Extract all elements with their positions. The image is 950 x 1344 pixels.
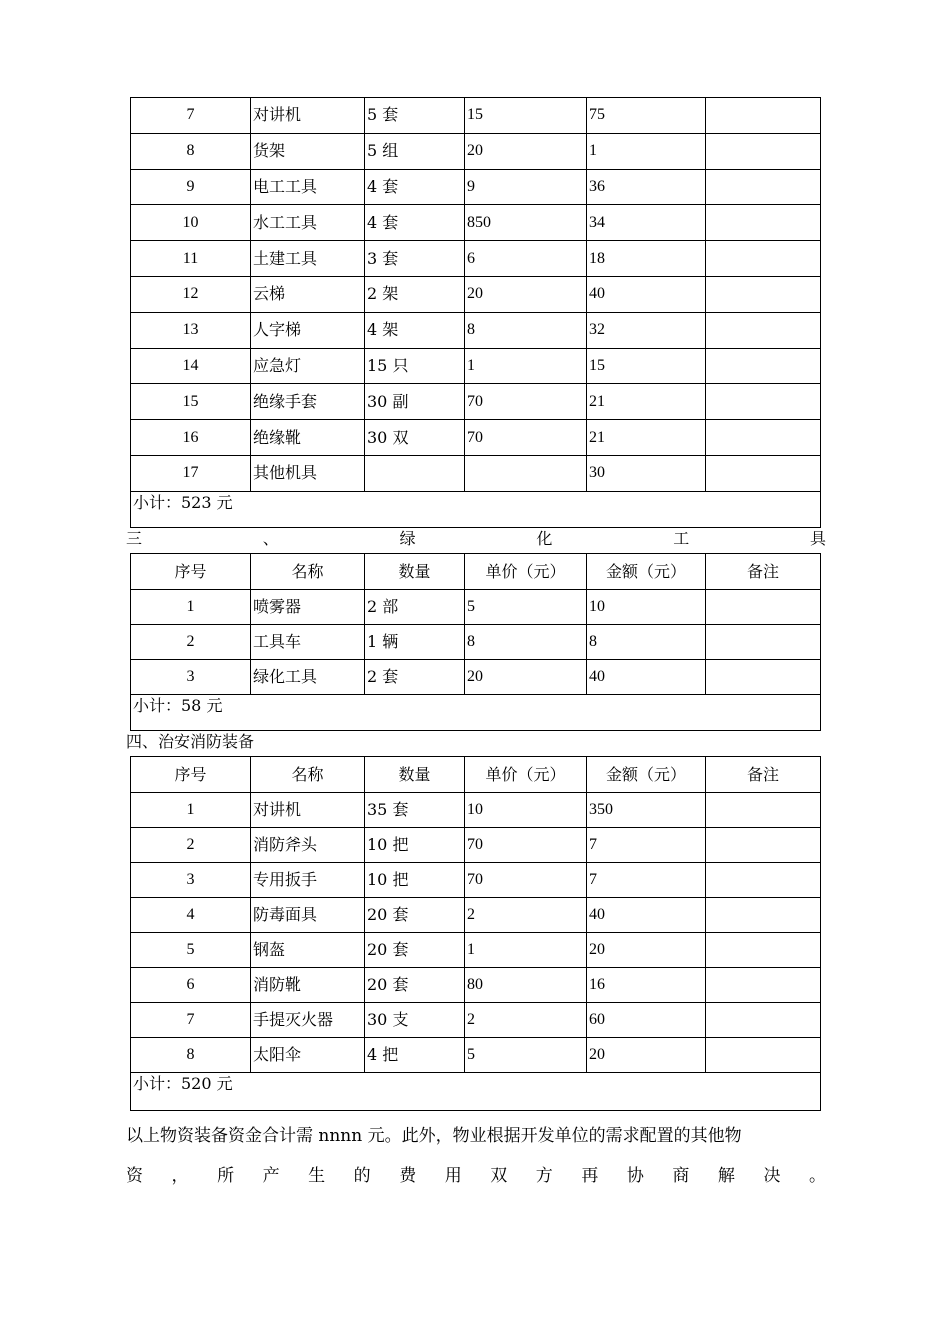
cell-name: 防毒面具 [251, 898, 365, 933]
table-row [131, 863, 821, 898]
summary-char: 商 [672, 1166, 690, 1186]
cell-note [706, 828, 821, 863]
summary-char: 的 [353, 1166, 371, 1186]
cell-note [706, 348, 821, 384]
cell-amount: 20 [587, 1038, 706, 1073]
cell-price: 20 [465, 660, 587, 695]
cell-no: 1 [131, 793, 251, 828]
cell-no: 8 [131, 1038, 251, 1073]
summary-char: 所 [217, 1166, 235, 1186]
cell-name: 绿化工具 [251, 660, 365, 695]
cell-note [706, 98, 821, 134]
cell-name: 工具车 [251, 625, 365, 660]
cell-amount: 18 [587, 241, 706, 277]
cell-no: 9 [131, 169, 251, 205]
cell-qty: 35 套 [365, 793, 465, 828]
cell-amount: 60 [587, 1003, 706, 1038]
cell-name: 电工工具 [251, 169, 365, 205]
summary-char: 用 [444, 1166, 462, 1186]
cell-price: 10 [465, 793, 587, 828]
cell-amount: 8 [587, 625, 706, 660]
cell-amount: 34 [587, 205, 706, 241]
cell-qty: 2 架 [365, 276, 465, 312]
cell-amount: 40 [587, 660, 706, 695]
cell-no: 14 [131, 348, 251, 384]
cell-note [706, 660, 821, 695]
cell-name: 云梯 [251, 276, 365, 312]
table-greening-tools [130, 553, 821, 731]
cell-note [706, 169, 821, 205]
cell-name: 太阳伞 [251, 1038, 365, 1073]
table-row [131, 241, 821, 277]
cell-note [706, 133, 821, 169]
cell-price: 80 [465, 968, 587, 1003]
cell-amount: 7 [587, 863, 706, 898]
table-row [131, 1003, 821, 1038]
cell-price: 1 [465, 933, 587, 968]
cell-name: 绝缘手套 [251, 384, 365, 420]
cell-note [706, 241, 821, 277]
cell-note [706, 276, 821, 312]
cell-price: 5 [465, 1038, 587, 1073]
summary-line-1: 以上物资装备资金合计需 nnnn 元。此外，物业根据开发单位的需求配置的其他物 [126, 1126, 742, 1146]
table-row [131, 276, 821, 312]
cell-price [465, 455, 587, 491]
cell-price: 8 [465, 312, 587, 348]
cell-name: 土建工具 [251, 241, 365, 277]
cell-price: 2 [465, 898, 587, 933]
summary-char: 协 [626, 1166, 644, 1186]
cell-note [706, 793, 821, 828]
cell-no: 4 [131, 898, 251, 933]
section-4-heading: 四、治安消防装备 [126, 732, 255, 751]
cell-amount: 1 [587, 133, 706, 169]
header-price: 单价（元） [465, 554, 587, 590]
summary-char: 双 [490, 1166, 508, 1186]
cell-name: 其他机具 [251, 455, 365, 491]
cell-no: 3 [131, 863, 251, 898]
table-header-row [131, 757, 821, 793]
cell-qty: 5 套 [365, 98, 465, 134]
table-row [131, 898, 821, 933]
cell-qty: 2 套 [365, 660, 465, 695]
cell-no: 10 [131, 205, 251, 241]
cell-price: 70 [465, 828, 587, 863]
table-header-row [131, 554, 821, 590]
summary-char: 解 [717, 1166, 735, 1186]
cell-amount: 20 [587, 933, 706, 968]
cell-no: 16 [131, 420, 251, 456]
cell-name: 专用扳手 [251, 863, 365, 898]
cell-qty: 15 只 [365, 348, 465, 384]
subtotal-cell: 小计：58 元 [131, 695, 821, 731]
cell-qty: 30 支 [365, 1003, 465, 1038]
cell-no: 15 [131, 384, 251, 420]
table-row [131, 98, 821, 134]
cell-name: 消防靴 [251, 968, 365, 1003]
cell-qty: 30 副 [365, 384, 465, 420]
summary-char: 再 [581, 1166, 599, 1186]
table-row [131, 968, 821, 1003]
cell-name: 货架 [251, 133, 365, 169]
cell-name: 水工工具 [251, 205, 365, 241]
cell-no: 8 [131, 133, 251, 169]
cell-note [706, 1038, 821, 1073]
cell-qty: 2 部 [365, 590, 465, 625]
header-no: 序号 [131, 554, 251, 590]
cell-note [706, 968, 821, 1003]
cell-amount: 7 [587, 828, 706, 863]
cell-qty: 10 把 [365, 863, 465, 898]
cell-note [706, 863, 821, 898]
cell-price: 20 [465, 276, 587, 312]
table-row [131, 793, 821, 828]
cell-qty: 20 套 [365, 898, 465, 933]
cell-name: 人字梯 [251, 312, 365, 348]
cell-qty: 3 套 [365, 241, 465, 277]
table-maintenance-tools [130, 97, 821, 528]
summary-char: 费 [399, 1166, 417, 1186]
cell-price: 70 [465, 420, 587, 456]
cell-no: 5 [131, 933, 251, 968]
summary-line-2 [126, 1164, 826, 1188]
table-row [131, 1038, 821, 1073]
cell-qty: 10 把 [365, 828, 465, 863]
cell-amount: 40 [587, 276, 706, 312]
cell-amount: 40 [587, 898, 706, 933]
cell-note [706, 625, 821, 660]
table-row [131, 828, 821, 863]
cell-price: 8 [465, 625, 587, 660]
cell-qty: 5 组 [365, 133, 465, 169]
header-amount: 金额（元） [587, 554, 706, 590]
table-row [131, 590, 821, 625]
table-row [131, 384, 821, 420]
subtotal-cell: 小计：520 元 [131, 1073, 821, 1111]
cell-name: 绝缘靴 [251, 420, 365, 456]
cell-qty: 4 架 [365, 312, 465, 348]
cell-note [706, 898, 821, 933]
table-row [131, 625, 821, 660]
cell-price: 20 [465, 133, 587, 169]
cell-price: 6 [465, 241, 587, 277]
cell-amount: 36 [587, 169, 706, 205]
header-name: 名称 [251, 757, 365, 793]
cell-qty: 1 辆 [365, 625, 465, 660]
cell-name: 喷雾器 [251, 590, 365, 625]
summary-char: ， [171, 1166, 189, 1186]
cell-name: 应急灯 [251, 348, 365, 384]
cell-name: 消防斧头 [251, 828, 365, 863]
cell-note [706, 420, 821, 456]
cell-note [706, 455, 821, 491]
table-row [131, 455, 821, 491]
cell-qty: 30 双 [365, 420, 465, 456]
cell-no: 3 [131, 660, 251, 695]
header-qty: 数量 [365, 554, 465, 590]
summary-char: 方 [535, 1166, 553, 1186]
cell-qty: 4 把 [365, 1038, 465, 1073]
cell-amount: 10 [587, 590, 706, 625]
cell-qty: 20 套 [365, 933, 465, 968]
cell-amount: 75 [587, 98, 706, 134]
header-amount: 金额（元） [587, 757, 706, 793]
summary-char: 资 [126, 1166, 143, 1186]
cell-qty: 4 套 [365, 205, 465, 241]
cell-no: 11 [131, 241, 251, 277]
cell-no: 13 [131, 312, 251, 348]
header-note: 备注 [706, 554, 821, 590]
cell-price: 70 [465, 863, 587, 898]
table-row [131, 169, 821, 205]
cell-price: 2 [465, 1003, 587, 1038]
header-no: 序号 [131, 757, 251, 793]
cell-qty [365, 455, 465, 491]
header-note: 备注 [706, 757, 821, 793]
summary-char: 决 [763, 1166, 781, 1186]
cell-amount: 15 [587, 348, 706, 384]
cell-amount: 21 [587, 420, 706, 456]
subtotal-row [131, 695, 821, 731]
cell-amount: 32 [587, 312, 706, 348]
cell-note [706, 1003, 821, 1038]
table-row [131, 205, 821, 241]
cell-name: 对讲机 [251, 98, 365, 134]
cell-price: 9 [465, 169, 587, 205]
cell-no: 7 [131, 98, 251, 134]
cell-price: 70 [465, 384, 587, 420]
cell-note [706, 205, 821, 241]
cell-no: 17 [131, 455, 251, 491]
cell-name: 对讲机 [251, 793, 365, 828]
cell-price: 850 [465, 205, 587, 241]
table-row [131, 420, 821, 456]
header-qty: 数量 [365, 757, 465, 793]
cell-qty: 20 套 [365, 968, 465, 1003]
table-row [131, 933, 821, 968]
header-price: 单价（元） [465, 757, 587, 793]
cell-no: 7 [131, 1003, 251, 1038]
cell-price: 1 [465, 348, 587, 384]
cell-name: 钢盔 [251, 933, 365, 968]
cell-price: 5 [465, 590, 587, 625]
cell-note [706, 312, 821, 348]
header-name: 名称 [251, 554, 365, 590]
cell-no: 1 [131, 590, 251, 625]
cell-amount: 350 [587, 793, 706, 828]
subtotal-cell: 小计：523 元 [131, 491, 821, 527]
summary-char: 。 [808, 1166, 826, 1186]
cell-amount: 16 [587, 968, 706, 1003]
summary-char: 生 [308, 1166, 326, 1186]
subtotal-row [131, 1073, 821, 1111]
section-3-heading: 三 、 绿 化 工 具 [126, 529, 826, 548]
cell-note [706, 933, 821, 968]
cell-no: 12 [131, 276, 251, 312]
cell-no: 2 [131, 828, 251, 863]
cell-no: 2 [131, 625, 251, 660]
cell-qty: 4 套 [365, 169, 465, 205]
table-row [131, 312, 821, 348]
subtotal-row [131, 491, 821, 527]
table-row [131, 133, 821, 169]
summary-char: 产 [262, 1166, 280, 1186]
table-security-fire-equipment [130, 756, 821, 1111]
cell-amount: 21 [587, 384, 706, 420]
cell-note [706, 590, 821, 625]
cell-price: 15 [465, 98, 587, 134]
cell-name: 手提灭火器 [251, 1003, 365, 1038]
cell-note [706, 384, 821, 420]
table-row [131, 348, 821, 384]
table-row [131, 660, 821, 695]
cell-amount: 30 [587, 455, 706, 491]
cell-no: 6 [131, 968, 251, 1003]
